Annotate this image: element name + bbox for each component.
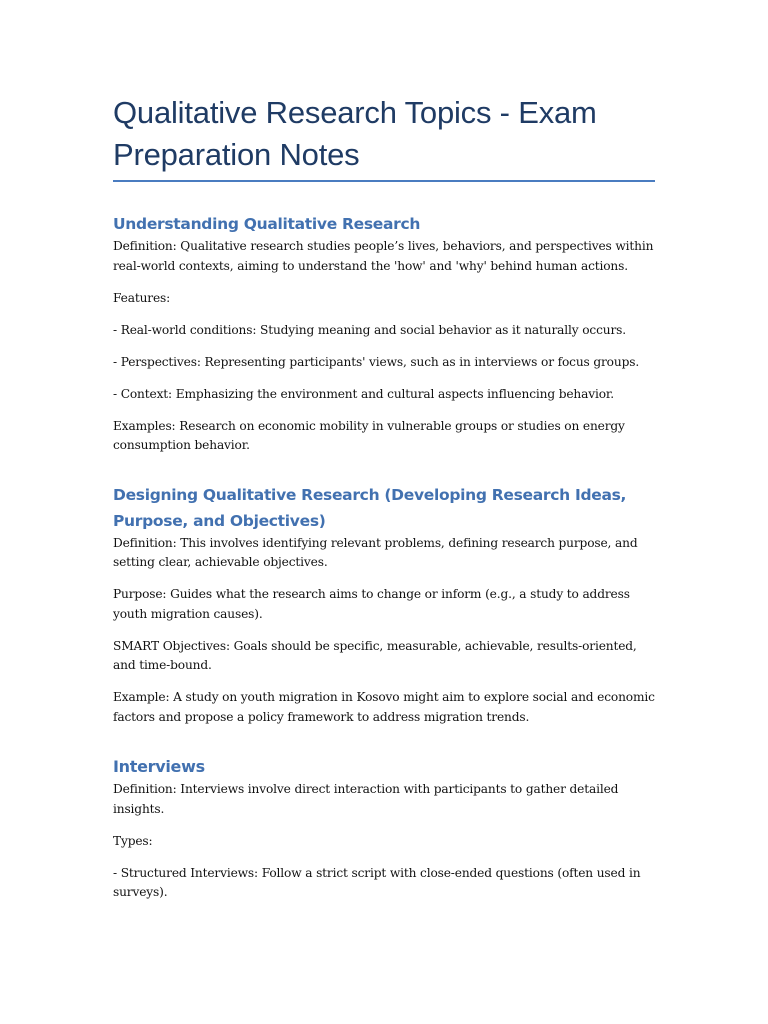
paragraph-definition: Definition: Interviews involve direct interaction with participants to gather detailed insights. bbox=[113, 782, 619, 816]
paragraph-types-label: Types: bbox=[113, 833, 153, 848]
paragraph-type-item: - Structured Interviews: Follow a strict script with close-ended questions (often used in surveys). bbox=[113, 865, 641, 899]
paragraph-definition: Definition: This involves identifying relevant problems, defining research purpose, and setting clear, achievable objectives. bbox=[113, 535, 638, 569]
title-line-1: Qualitative Research Topics - Exam bbox=[113, 95, 597, 130]
paragraph-smart-objectives: SMART Objectives: Goals should be specific, measurable, achievable, results-oriented, and time-bound. bbox=[113, 638, 637, 672]
section-heading: Designing Qualitative Research (Developing Research Ideas, Purpose, and Objectives) bbox=[113, 485, 627, 530]
section-heading: Understanding Qualitative Research bbox=[113, 215, 421, 233]
paragraph-feature-item: - Perspectives: Representing participants' views, such as in interviews or focus groups. bbox=[113, 354, 640, 369]
paragraph-example: Example: A study on youth migration in Kosovo might aim to explore social and economic factors and propose a policy framework to address migration trends. bbox=[113, 690, 655, 724]
paragraph-features-label: Features: bbox=[113, 290, 171, 305]
section-heading: Interviews bbox=[113, 757, 205, 776]
paragraph-purpose: Purpose: Guides what the research aims to change or inform (e.g., a study to address youth migration causes). bbox=[113, 587, 630, 621]
paragraph-definition: Definition: Qualitative research studies people’s lives, behaviors, and perspectives within real-world contexts, aiming to understand the 'how' and 'why' behind human actions. bbox=[113, 239, 654, 273]
paragraph-examples: Examples: Research on economic mobility in vulnerable groups or studies on energy consumption behavior. bbox=[113, 418, 625, 452]
section-interviews bbox=[113, 754, 655, 903]
paragraph-feature-item: - Context: Emphasizing the environment and cultural aspects influencing behavior. bbox=[113, 386, 614, 401]
title-line-2: Preparation Notes bbox=[113, 137, 360, 172]
section-understanding bbox=[113, 211, 655, 456]
title-underline bbox=[113, 180, 655, 182]
document-title bbox=[113, 92, 655, 176]
document-page bbox=[113, 92, 655, 915]
section-designing bbox=[113, 482, 655, 728]
paragraph-feature-item: - Real-world conditions: Studying meaning and social behavior as it naturally occurs. bbox=[113, 322, 626, 337]
